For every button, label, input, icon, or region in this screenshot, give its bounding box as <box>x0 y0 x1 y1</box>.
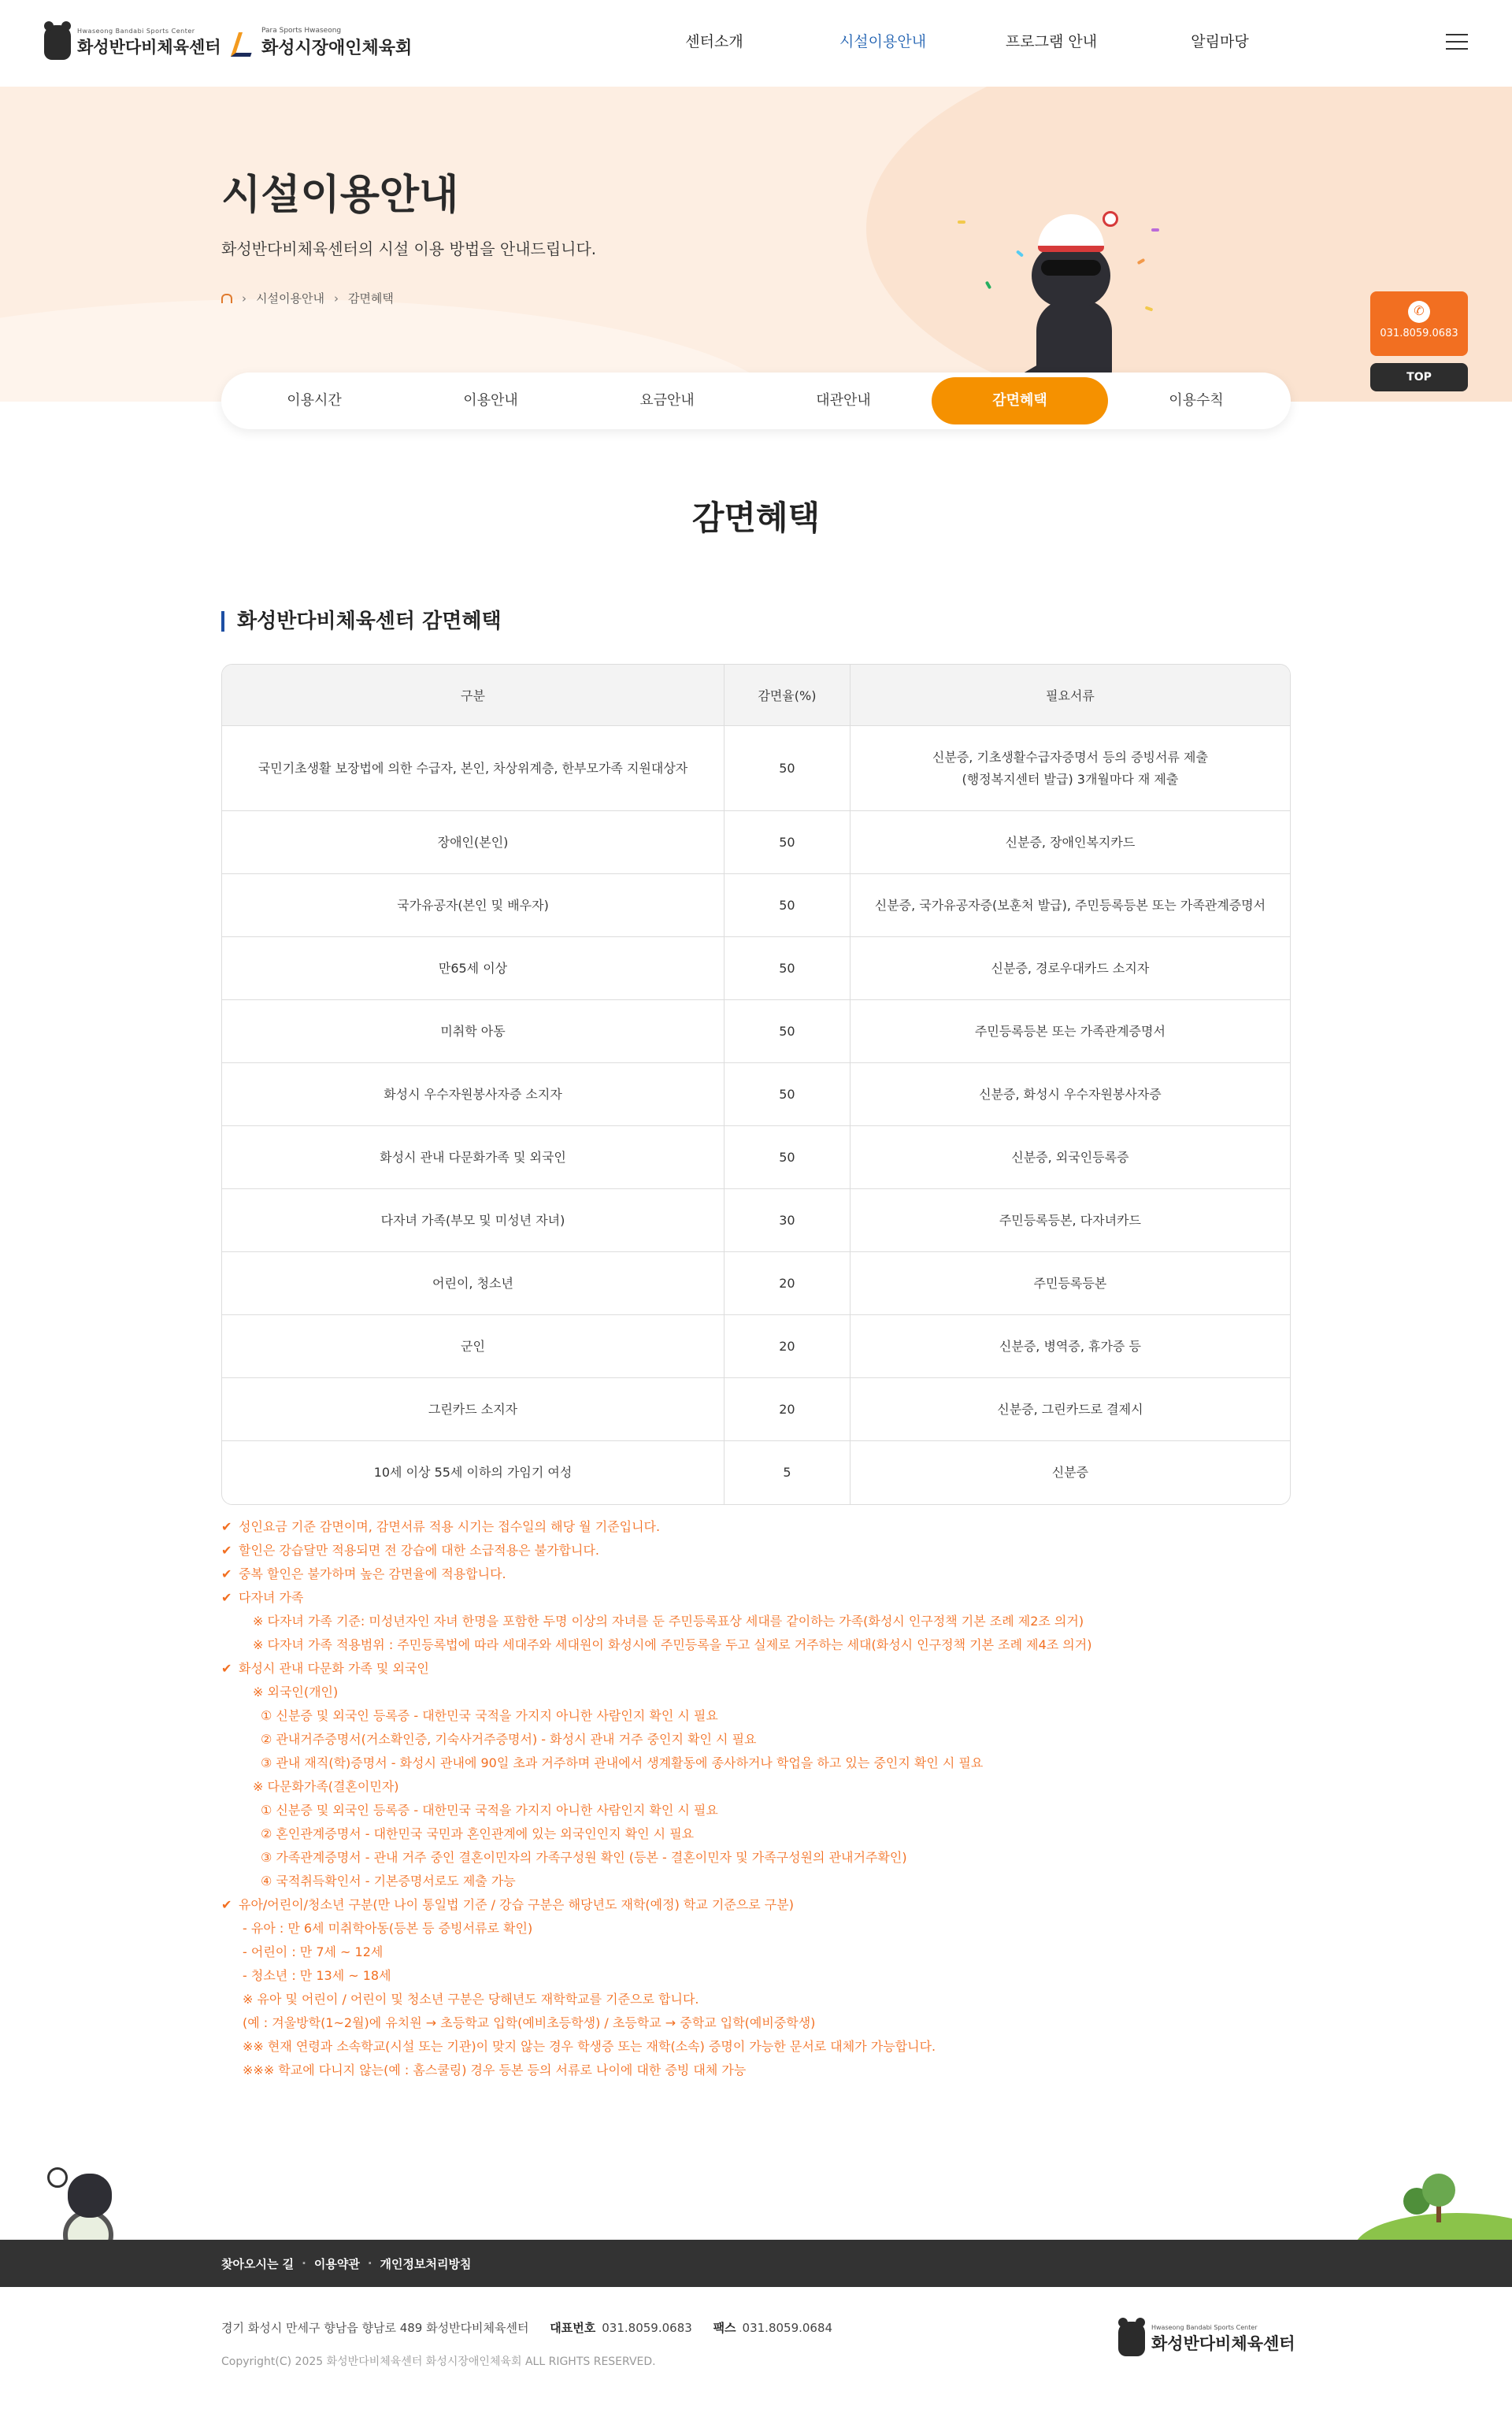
nav-item-center-intro[interactable]: 센터소개 <box>685 33 743 50</box>
cell-category: 어린이, 청소년 <box>222 1252 724 1315</box>
documents-line: 신분증 <box>1051 1465 1089 1480</box>
documents-line-2: (행정복지센터 발급) 3개월마다 재 제출 <box>962 771 1179 787</box>
column-header-rate: 감면율(%) <box>724 665 850 726</box>
cell-rate: 50 <box>724 1063 850 1126</box>
notice-item <box>221 1799 1292 1822</box>
footer-link-directions[interactable]: 찾아오시는 길 <box>221 2256 295 2271</box>
footer-logo-ko: 화성반다비체육센터 <box>1151 2333 1295 2353</box>
documents-line: 신분증, 장애인복지카드 <box>1005 834 1136 850</box>
phone-icon <box>1408 301 1430 323</box>
content-title: 감면혜택 <box>691 499 821 537</box>
cell-rate: 50 <box>724 811 850 874</box>
notice-text: ※※ 현재 연령과 소속학교(시설 또는 기관)이 맞지 않는 경우 학생증 또는 재학(소속) 증명이 가능한 문서로 대체가 가능합니다. <box>243 2039 936 2054</box>
cell-category: 군인 <box>222 1315 724 1378</box>
cell-rate: 50 <box>724 1000 850 1063</box>
tab-hours[interactable]: 이용시간 <box>287 392 342 409</box>
cell-category: 국민기초생활 보장법에 의한 수급자, 본인, 차상위계층, 한부모가족 지원대상자 <box>222 726 724 811</box>
tab-rental[interactable]: 대관안내 <box>816 392 871 409</box>
table-row <box>222 1063 1290 1126</box>
table-header-row <box>222 665 1290 726</box>
check-icon: ✔ <box>221 1566 232 1581</box>
cell-category: 화성시 우수자원봉사자증 소지자 <box>222 1063 724 1126</box>
notice-item <box>221 1586 1292 1610</box>
nav-item-program-guide[interactable]: 프로그램 안내 <box>1005 33 1098 50</box>
tab-rules[interactable]: 이용수칙 <box>1169 392 1224 409</box>
notice-text: ※ 다자녀 가족 적용범위 : 주민등록법에 따라 세대주와 세대원이 화성시에 주민등록을 두고 실제로 거주하는 세대(화성시 인구정책 기본 조례 제4조 의거) <box>253 1637 1092 1652</box>
breadcrumb-item-current: 감면혜택 <box>347 291 394 306</box>
notice-text: ※ 다자녀 가족 기준: 미성년자인 자녀 한명을 포함한 두명 이상의 자녀를 둔 주민등록표상 세대를 같이하는 가족(화성시 인구정책 기본 조례 제2조 의거) <box>253 1614 1084 1629</box>
cell-rate: 5 <box>724 1441 850 1504</box>
nav-item-facility-guide[interactable]: 시설이용안내 <box>839 33 927 50</box>
notice-item <box>221 1633 1292 1657</box>
tab-usage-guide[interactable]: 이용안내 <box>463 392 518 409</box>
cell-category: 그린카드 소지자 <box>222 1378 724 1441</box>
notice-item <box>221 1610 1292 1633</box>
tab-discounts[interactable]: 감면혜택 <box>932 377 1108 424</box>
table-row <box>222 1441 1290 1504</box>
cell-rate: 50 <box>724 874 850 937</box>
site-header <box>0 0 1512 87</box>
chevron-right-icon: › <box>333 291 339 306</box>
cell-category: 다자녀 가족(부모 및 미성년 자녀) <box>222 1189 724 1252</box>
nav-item-notice[interactable]: 알림마당 <box>1191 33 1249 50</box>
footer-tel: 031.8059.0683 <box>602 2321 692 2335</box>
table-row <box>222 874 1290 937</box>
main-nav <box>630 30 1304 51</box>
table-row <box>222 1000 1290 1063</box>
notice-text: ① 신분증 및 외국인 등록증 - 대한민국 국적을 가지지 아니한 사람인지 확인 시 필요 <box>261 1803 718 1818</box>
documents-line: 신분증, 화성시 우수자원봉사자증 <box>979 1086 1162 1102</box>
association-logo[interactable] <box>232 27 412 59</box>
notice-text: 유아/어린이/청소년 구분(만 나이 통일법 기준 / 강습 구분은 해당년도 재학(예정) 학교 기준으로 구분) <box>239 1897 794 1912</box>
footer-link-bar: 찾아오시는 길 · 이용약관 · 개인정보처리방침 <box>0 2240 1512 2287</box>
notice-text: 성인요금 기준 감면이며, 감면서류 적용 시기는 접수일의 해당 월 기준입니다. <box>239 1519 661 1534</box>
check-icon: ✔ <box>221 1543 232 1558</box>
table-row <box>222 1315 1290 1378</box>
notice-text: 중복 할인은 불가하며 높은 감면율에 적용합니다. <box>239 1566 506 1581</box>
cell-rate: 20 <box>724 1252 850 1315</box>
notice-text: ③ 가족관계증명서 - 관내 거주 중인 결혼이민자의 가족구성원 확인 (등본 - 결혼이민자 및 가족구성원의 관내거주확인) <box>261 1850 907 1865</box>
footer-copyright: Copyright(C) 2025 화성반다비체육센터 화성시장애인체육회 ALL RIGHTS RESERVED. <box>221 2356 656 2368</box>
notice-text: 화성시 관내 다문화 가족 및 외국인 <box>239 1661 429 1676</box>
cell-documents <box>850 1378 1290 1441</box>
cell-documents <box>850 874 1290 937</box>
notice-text: - 어린이 : 만 7세 ~ 12세 <box>243 1944 384 1959</box>
notice-item <box>221 1822 1292 1846</box>
association-logo-en: Para Sports Hwaseong <box>261 27 342 35</box>
notice-text: ※ 다문화가족(결혼이민자) <box>253 1779 399 1794</box>
documents-line: 주민등록등본 <box>1033 1275 1107 1291</box>
cell-category: 화성시 관내 다문화가족 및 외국인 <box>222 1126 724 1189</box>
notice-item <box>221 1562 1292 1586</box>
check-icon: ✔ <box>221 1519 232 1534</box>
table-row <box>222 1378 1290 1441</box>
footer-link-privacy[interactable]: 개인정보처리방침 <box>380 2256 472 2271</box>
notice-item <box>221 1964 1292 1988</box>
documents-line: 신분증, 그린카드로 결제시 <box>997 1401 1143 1417</box>
cell-rate: 50 <box>724 726 850 811</box>
cell-category: 장애인(본인) <box>222 811 724 874</box>
notice-text: ② 관내거주증명서(거소확인증, 기숙사거주증명서) - 화성시 관내 거주 중인지 확인 시 필요 <box>261 1732 757 1747</box>
notice-item <box>221 2059 1292 2082</box>
cell-documents <box>850 811 1290 874</box>
cell-documents <box>850 1441 1290 1504</box>
section-title: 화성반다비체육센터 감면혜택 <box>221 611 502 632</box>
table-row <box>222 811 1290 874</box>
notice-item <box>221 1940 1292 1964</box>
notice-item <box>221 1751 1292 1775</box>
table-row <box>222 937 1290 1000</box>
cell-documents <box>850 726 1290 811</box>
notice-item <box>221 1539 1292 1562</box>
table-row <box>222 726 1290 811</box>
notice-item <box>221 1846 1292 1870</box>
page-description: 화성반다비체육센터의 시설 이용 방법을 안내드립니다. <box>221 239 597 258</box>
notice-item <box>221 2011 1292 2035</box>
cell-documents <box>850 1000 1290 1063</box>
documents-line: 주민등록등본, 다자녀카드 <box>999 1212 1142 1228</box>
tab-fees[interactable]: 요금안내 <box>639 392 695 409</box>
table-row <box>222 1126 1290 1189</box>
notice-text: 할인은 강습달만 적용되면 전 강습에 대한 소급적용은 불가합니다. <box>239 1543 600 1558</box>
notice-text: ※※※ 학교에 다니지 않는(예 : 홈스쿨링) 경우 등본 등의 서류로 나이에 대한 증빙 대체 가능 <box>243 2063 747 2078</box>
bear-mascot-icon <box>1118 2322 1145 2356</box>
notice-item <box>221 1893 1292 1917</box>
notice-text: ① 신분증 및 외국인 등록증 - 대한민국 국적을 가지지 아니한 사람인지 확인 시 필요 <box>261 1708 718 1723</box>
cell-category: 미취학 아동 <box>222 1000 724 1063</box>
notice-text: - 유아 : 만 6세 미취학아동(등본 등 증빙서류로 확인) <box>243 1921 533 1936</box>
footer-logo[interactable] <box>1118 2322 1295 2356</box>
notice-item <box>221 1515 1292 1539</box>
notice-item <box>221 1704 1292 1728</box>
scroll-top-button[interactable]: TOP <box>1370 363 1468 391</box>
footer-fax-label: 팩스 <box>713 2321 736 2335</box>
notice-text: ※ 외국인(개인) <box>253 1685 339 1699</box>
cell-documents <box>850 1063 1290 1126</box>
cell-rate: 30 <box>724 1189 850 1252</box>
notice-text: ※ 유아 및 어린이 / 어린이 및 청소년 구분은 당해년도 재학학교를 기준으로 합니다. <box>243 1992 699 2007</box>
tree-hill-illustration <box>1354 2174 1512 2240</box>
documents-line: 신분증, 기초생활수급자증명서 등의 증빙서류 제출 <box>932 749 1208 765</box>
cell-category: 국가유공자(본인 및 배우자) <box>222 874 724 937</box>
cell-rate: 50 <box>724 1126 850 1189</box>
quick-call-button[interactable] <box>1370 291 1468 356</box>
para-sports-mark-icon <box>232 29 255 57</box>
notice-text: ③ 관내 재직(학)증명서 - 화성시 관내에 90일 초과 거주하며 관내에서 생계활동에 종사하거나 학업을 하고 있는 중인지 확인 시 필요 <box>261 1755 984 1770</box>
notice-text: (예 : 겨울방학(1~2월)에 유치원 → 초등학교 입학(예비초등학생) / 초등학교 → 중학교 입학(예비중학생) <box>243 2015 816 2030</box>
notice-item <box>221 1917 1292 1940</box>
footer-tel-label: 대표번호 <box>550 2321 596 2335</box>
hero-banner <box>0 87 1512 402</box>
home-icon[interactable] <box>221 294 232 303</box>
menu-icon[interactable] <box>1446 34 1468 51</box>
association-logo-ko: 화성시장애인체육회 <box>261 39 413 58</box>
documents-line: 신분증, 외국인등록증 <box>1011 1149 1129 1165</box>
cell-documents <box>850 1126 1290 1189</box>
cell-rate: 20 <box>724 1315 850 1378</box>
center-logo-ko: 화성반다비체육센터 <box>77 37 221 57</box>
footer-address: 경기 화성시 만세구 향남읍 향남로 489 화성반다비체육센터 <box>221 2321 529 2335</box>
notice-item <box>221 1728 1292 1751</box>
footer-logo-en: Hwaseong Bandabi Sports Center <box>1151 2323 1258 2331</box>
cell-category: 10세 이상 55세 이하의 가임기 여성 <box>222 1441 724 1504</box>
documents-line: 신분증, 국가유공자증(보훈처 발급), 주민등록등본 또는 가족관계증명서 <box>874 897 1266 913</box>
cell-category: 만65세 이상 <box>222 937 724 1000</box>
notice-text: ② 혼인관계증명서 - 대한민국 국민과 혼인관계에 있는 외국인인지 확인 시 필요 <box>261 1826 695 1841</box>
bear-mascot-icon <box>44 25 71 60</box>
notice-item <box>221 1775 1292 1799</box>
cell-rate: 50 <box>724 937 850 1000</box>
chevron-right-icon: › <box>242 291 246 306</box>
cell-rate: 20 <box>724 1378 850 1441</box>
notice-text: 다자녀 가족 <box>239 1590 304 1605</box>
footer-contact-info <box>221 2319 832 2336</box>
center-logo[interactable] <box>44 25 221 60</box>
discount-table <box>221 664 1291 1505</box>
check-icon: ✔ <box>221 1897 232 1912</box>
notice-item <box>221 2035 1292 2059</box>
cell-documents <box>850 937 1290 1000</box>
notice-item <box>221 1681 1292 1704</box>
cell-documents <box>850 1252 1290 1315</box>
footer-fax: 031.8059.0684 <box>742 2321 833 2335</box>
quick-call-number: 031.8059.0683 <box>1380 328 1458 339</box>
documents-line: 신분증, 병역증, 휴가증 등 <box>999 1338 1141 1354</box>
documents-line: 주민등록등본 또는 가족관계증명서 <box>974 1023 1166 1039</box>
sub-tab-bar <box>221 373 1291 429</box>
footer-link-terms[interactable]: 이용약관 <box>313 2256 360 2271</box>
notice-text: - 청소년 : 만 13세 ~ 18세 <box>243 1968 391 1983</box>
breadcrumb <box>221 290 394 306</box>
breadcrumb-item[interactable]: 시설이용안내 <box>256 291 324 306</box>
notice-item <box>221 1988 1292 2011</box>
column-header-documents: 필요서류 <box>850 665 1290 726</box>
center-logo-en: Hwaseong Bandabi Sports Center <box>77 27 195 35</box>
notice-item <box>221 1870 1292 1893</box>
check-icon: ✔ <box>221 1661 232 1676</box>
table-row <box>222 1252 1290 1315</box>
documents-line: 신분증, 경로우대카드 소지자 <box>991 960 1150 976</box>
table-row <box>222 1189 1290 1252</box>
notice-item <box>221 1657 1292 1681</box>
page-heading: 시설이용안내 <box>221 172 459 219</box>
notice-text: ④ 국적취득확인서 - 기본증명서로도 제출 가능 <box>261 1874 516 1889</box>
notice-list <box>221 1515 1292 2082</box>
cell-documents <box>850 1189 1290 1252</box>
column-header-category: 구분 <box>222 665 724 726</box>
check-icon: ✔ <box>221 1590 232 1605</box>
cell-documents <box>850 1315 1290 1378</box>
